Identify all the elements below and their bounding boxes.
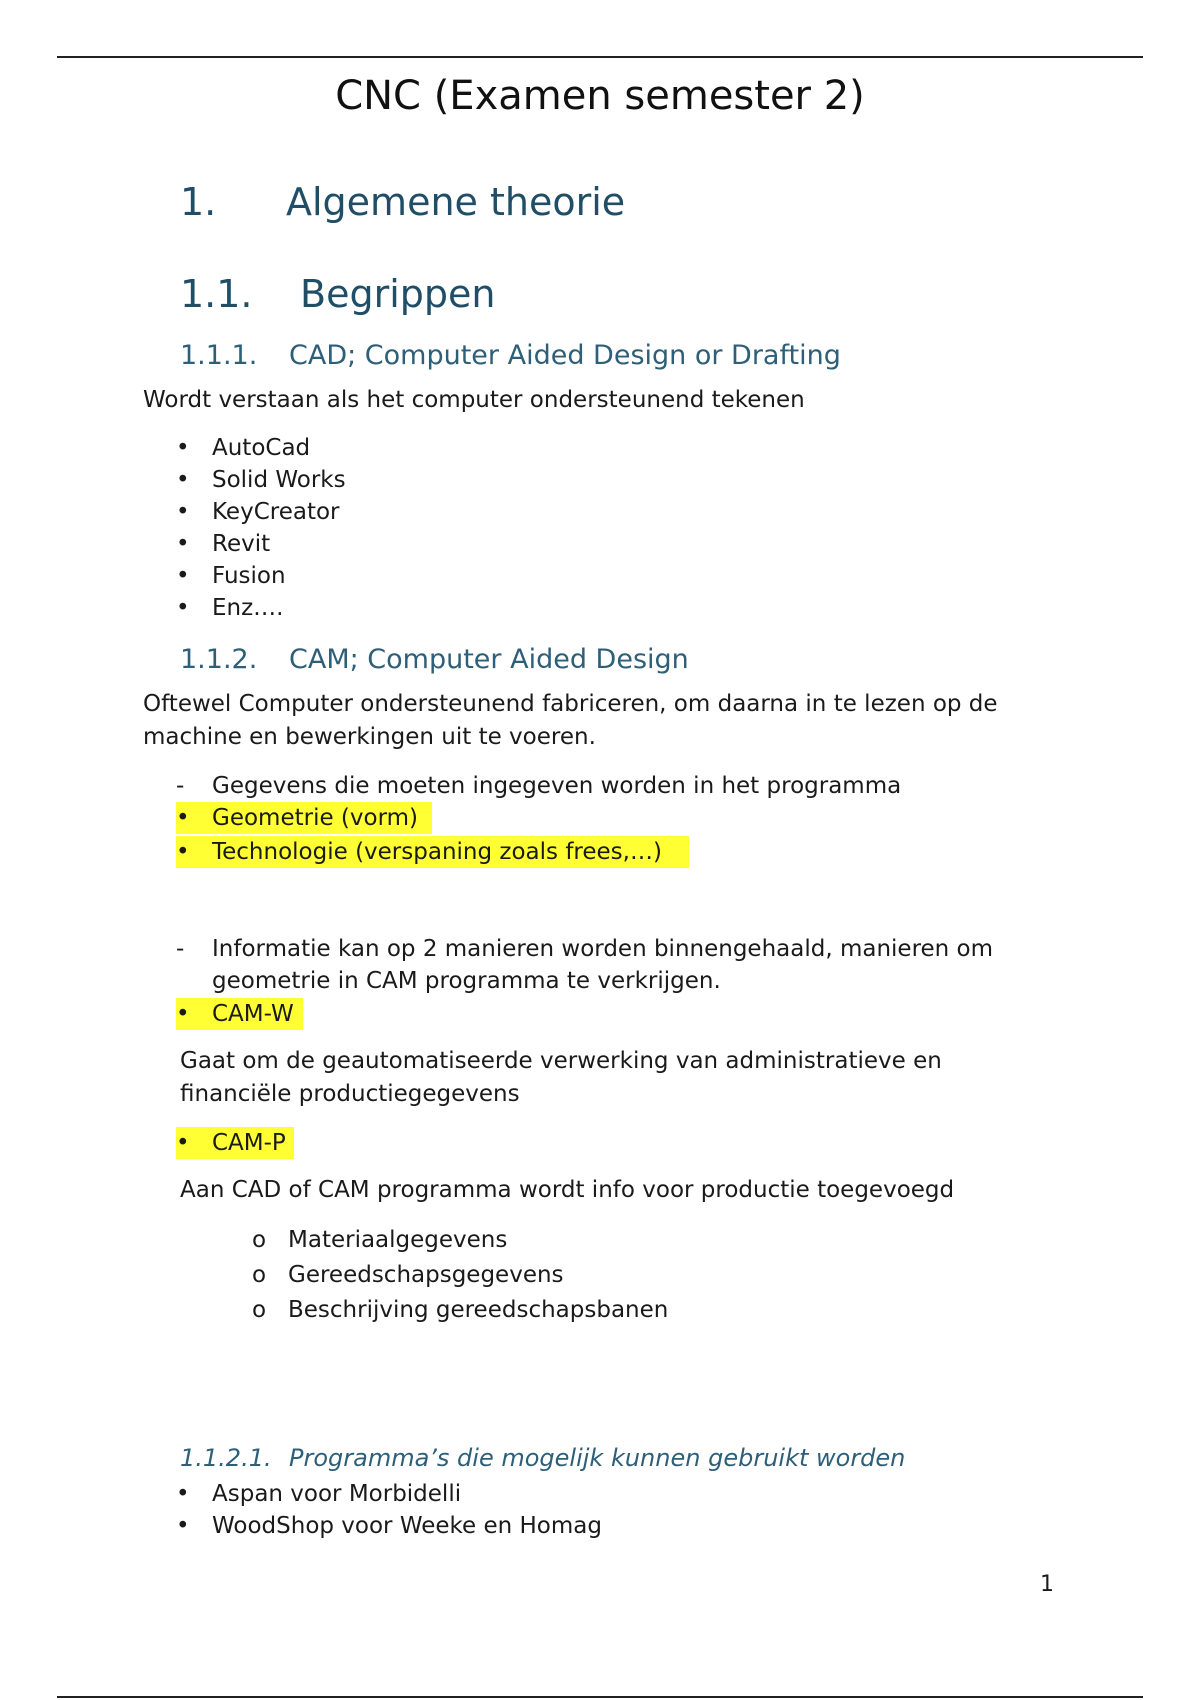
heading-programs (180, 1442, 905, 1474)
bullet-marker: • (176, 1481, 190, 1507)
cam-intro-line-2: machine en bewerkingen uit te voeren. (143, 724, 596, 750)
heading-2 (180, 270, 495, 318)
bullet-marker: • (176, 1513, 190, 1539)
sub-list-item-text: Gereedschapsgegevens (288, 1262, 564, 1288)
heading-cam-number: 1.1.2. (180, 644, 258, 675)
list-item-text: Enz…. (212, 595, 284, 621)
heading-1-text: Algemene theorie (286, 180, 626, 224)
list-item-text: CAM-W (212, 1001, 294, 1027)
bullet-marker: • (176, 839, 190, 865)
heading-1 (180, 178, 625, 226)
bullet-marker: • (176, 595, 190, 621)
list-item-text: Fusion (212, 563, 286, 589)
list-item-text: Aspan voor Morbidelli (212, 1481, 462, 1507)
heading-2-number: 1.1. (180, 272, 253, 316)
bullet-marker: • (176, 435, 190, 461)
sub-list-item-text: Materiaalgegevens (288, 1227, 508, 1253)
list-item-text: Revit (212, 531, 271, 557)
list-item-text: Solid Works (212, 467, 346, 493)
list-item-text: CAM-P (212, 1130, 286, 1156)
list-item-text: WoodShop voor Weeke en Homag (212, 1513, 602, 1539)
list-item-continuation (212, 965, 721, 997)
circle-marker: o (252, 1262, 267, 1288)
camw-description-line-2: financiële productiegegevens (180, 1081, 520, 1107)
list-item-text: AutoCad (212, 435, 311, 461)
heading-1-number: 1. (180, 180, 217, 224)
list-item-text: Geometrie (vorm) (212, 805, 419, 831)
top-rule (57, 56, 1143, 58)
bullet-marker: • (176, 1130, 190, 1156)
heading-cad-text: CAD; Computer Aided Design or Drafting (289, 340, 841, 371)
list-item-text: KeyCreator (212, 499, 340, 525)
heading-cam (180, 642, 689, 678)
heading-programs-number: 1.1.2.1. (180, 1444, 272, 1472)
heading-cad-number: 1.1.1. (180, 340, 258, 371)
bullet-marker: • (176, 499, 190, 525)
bullet-marker: • (176, 531, 190, 557)
list-item-text: Gegevens die moeten ingegeven worden in het programma (212, 773, 902, 799)
heading-programs-text: Programma’s die mogelijk kunnen gebruikt worden (289, 1444, 906, 1472)
bottom-rule (57, 1696, 1143, 1698)
list-item-text-line-2: geometrie in CAM programma te verkrijgen. (212, 968, 721, 994)
heading-cam-text: CAM; Computer Aided Design (289, 644, 689, 675)
bullet-marker: • (176, 563, 190, 589)
document-title: CNC (Examen semester 2) (335, 73, 865, 119)
camw-description-line-1: Gaat om de geautomatiseerde verwerking van administratieve en (180, 1048, 942, 1074)
page-number: 1 (1040, 1572, 1054, 1597)
dash-marker: - (176, 936, 185, 962)
sub-list-item-text: Beschrijving gereedschapsbanen (288, 1297, 669, 1323)
heading-2-text: Begrippen (300, 272, 496, 316)
list-item-text: Technologie (verspaning zoals frees,…) (212, 839, 662, 865)
dash-marker: - (176, 773, 185, 799)
circle-marker: o (252, 1297, 267, 1323)
cad-intro: Wordt verstaan als het computer ondersteunend tekenen (143, 387, 805, 413)
cam-intro-line-1: Oftewel Computer ondersteunend fabriceren, om daarna in te lezen op de (143, 691, 998, 717)
circle-marker: o (252, 1227, 267, 1253)
heading-cad (180, 338, 841, 374)
bullet-marker: • (176, 1001, 190, 1027)
bullet-marker: • (176, 467, 190, 493)
list-item-text-line-1: Informatie kan op 2 manieren worden binnengehaald, manieren om (212, 936, 994, 962)
bullet-marker: • (176, 805, 190, 831)
camp-description: Aan CAD of CAM programma wordt info voor productie toegevoegd (180, 1177, 955, 1203)
